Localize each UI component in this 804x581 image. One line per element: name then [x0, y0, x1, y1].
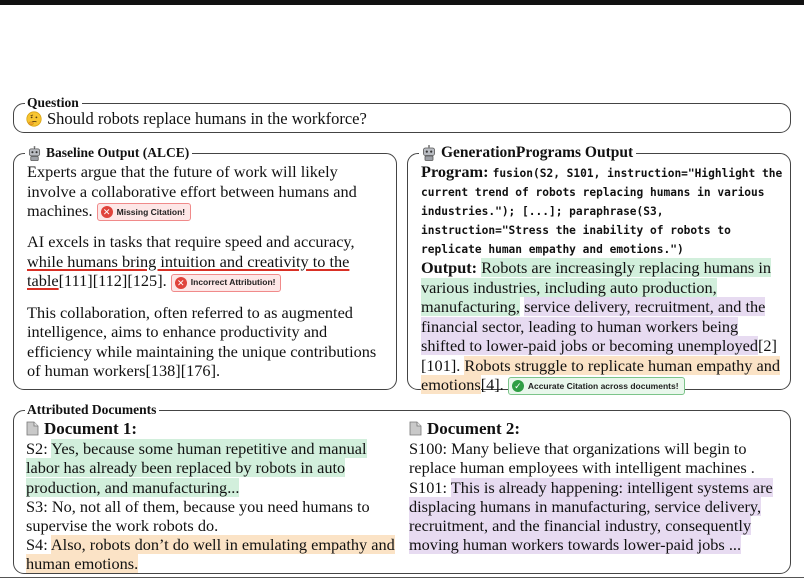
- baseline-paragraph-3: This collaboration, often referred to as augmented intelligence, aims to enhance productivity and efficiency while maintaining the unique contributions of human workers[138][176].: [27, 302, 377, 381]
- generationprograms-output-panel: [407, 144, 791, 394]
- document-1: [26, 419, 401, 574]
- s2-text: Yes, because some human repetitive and manual labor has already been replaced by robots in auto production, and manufacturing...: [26, 439, 367, 497]
- missing-citation-label: Missing Citation!: [116, 206, 186, 217]
- baseline-label: Baseline Output (ALCE): [46, 145, 190, 160]
- document-1-title: Document 1:: [44, 419, 138, 438]
- question-text: Should robots replace humans in the workforce?: [47, 109, 367, 128]
- program-label: Program:: [421, 162, 489, 181]
- baseline-p1-text: Experts argue that the future of work will likely involve a collaborative effort between humans and machines.: [27, 162, 357, 220]
- document-2: [409, 419, 779, 554]
- incorrect-claim-underlined: while humans bring intuition and creativity to the table: [27, 251, 350, 291]
- question-label: Question: [25, 94, 82, 112]
- doc2-sentence-s100: [409, 439, 779, 477]
- check-icon: ✓: [512, 380, 524, 392]
- robot-icon: [421, 145, 437, 161]
- attributed-documents-panel: [13, 402, 791, 574]
- document-icon: [409, 421, 422, 436]
- program-code: fusion(S2, S101, instruction="Highlight the current trend of robots replacing humans in various industries."); [...]; paraphrase(S3, instruction="Stress the inability of robots to replicate human empathy and emotions."): [421, 167, 783, 256]
- output-block: [421, 258, 785, 395]
- document-2-title: Document 2:: [427, 419, 521, 438]
- output-green-span: Robots are increasingly replacing humans in various industries, including auto production, manufacturing,: [421, 258, 772, 316]
- incorrect-attribution-badge: [171, 274, 282, 292]
- bottom-rule: [0, 577, 804, 578]
- thinking-face-icon: [26, 111, 42, 127]
- accurate-citation-label: Accurate Citation across documents!: [527, 380, 679, 391]
- question-panel: [13, 95, 791, 133]
- sentence-id: S101:: [409, 477, 448, 497]
- documents-label: Attributed Documents: [25, 401, 159, 419]
- baseline-p2-text: AI excels in tasks that require speed and accuracy,: [27, 232, 355, 252]
- sentence-id: S4:: [26, 535, 48, 555]
- doc1-sentence-s4: [26, 535, 401, 573]
- s3-text: No, not all of them, because you need humans to supervise the work robots do.: [26, 496, 370, 536]
- top-rule: [0, 0, 804, 5]
- baseline-output-panel: [13, 145, 397, 390]
- output-label: Output:: [421, 258, 478, 277]
- s4-text: Also, robots don’t do well in emulating empathy and human emotions.: [26, 535, 395, 574]
- baseline-paragraph-1: [27, 162, 389, 221]
- sentence-id: S3:: [26, 496, 48, 516]
- baseline-p2-citations: [111][112][125].: [58, 271, 167, 291]
- document-2-header: [409, 419, 779, 438]
- output-orange-span: Robots struggle to replicate human empathy and emotions: [421, 355, 781, 394]
- genprog-label: GenerationPrograms Output: [441, 144, 634, 161]
- robot-icon: [27, 146, 42, 161]
- incorrect-attribution-label: Incorrect Attribution!: [190, 277, 276, 288]
- error-x-icon: ✕: [175, 277, 187, 289]
- genprog-header: [419, 144, 636, 162]
- document-icon: [26, 421, 39, 436]
- document-1-header: [26, 419, 401, 438]
- missing-citation-badge: [97, 203, 191, 221]
- error-x-icon: ✕: [101, 206, 113, 218]
- output-citation-1: [2][101].: [421, 336, 777, 375]
- program-block: [421, 163, 783, 258]
- accurate-citation-badge: [508, 377, 685, 395]
- doc1-sentence-s3: [26, 497, 401, 535]
- output-citation-2: [4].: [480, 375, 504, 394]
- doc2-sentence-s101: [409, 478, 779, 555]
- baseline-body: [27, 162, 389, 392]
- baseline-header: [25, 144, 192, 162]
- s100-text: Many believe that organizations will begin to replace human employees with intelligent machines .: [409, 439, 755, 478]
- sentence-id: S2:: [26, 439, 48, 459]
- doc1-sentence-s2: [26, 439, 401, 497]
- sentence-id: S100:: [409, 439, 448, 459]
- baseline-paragraph-2: [27, 232, 389, 291]
- s101-text: This is already happening: intelligent systems are displacing humans in manufacturing, service delivery, recruitment, and the financial industry, consequently moving human workers towards lower-paid jobs ...: [409, 477, 773, 555]
- output-purple-span: service delivery, recruitment, and the financial sector, leading to human workers being shifted to lower-paid jobs or becoming unemployed: [421, 297, 766, 355]
